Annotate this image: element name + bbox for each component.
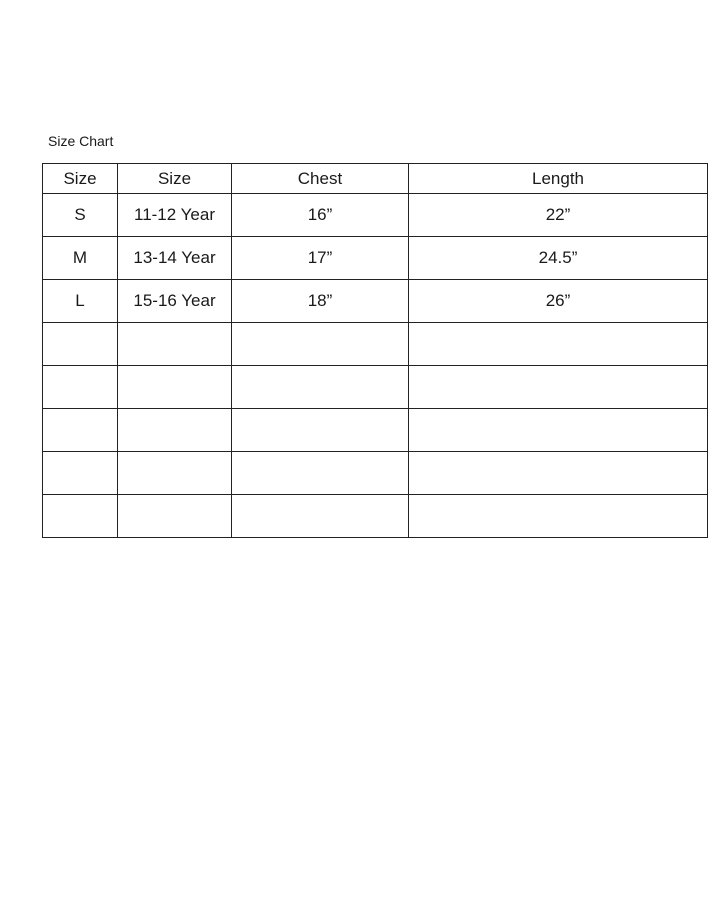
cell-size-letter <box>43 366 118 409</box>
table-row <box>43 194 708 237</box>
cell-length <box>409 495 708 538</box>
cell-size-age <box>118 366 232 409</box>
table-row <box>43 280 708 323</box>
table-row <box>43 409 708 452</box>
cell-chest <box>232 409 409 452</box>
cell-chest: 17” <box>232 237 409 280</box>
cell-size-letter: M <box>43 237 118 280</box>
cell-size-letter <box>43 323 118 366</box>
cell-length <box>409 366 708 409</box>
cell-chest: 18” <box>232 280 409 323</box>
cell-length: 24.5” <box>409 237 708 280</box>
cell-chest <box>232 323 409 366</box>
page-title: Size Chart <box>48 133 114 149</box>
cell-size-age <box>118 452 232 495</box>
cell-chest <box>232 366 409 409</box>
cell-size-letter: L <box>43 280 118 323</box>
cell-size-age <box>118 409 232 452</box>
table-row <box>43 323 708 366</box>
cell-length: 26” <box>409 280 708 323</box>
cell-size-letter <box>43 495 118 538</box>
cell-size-age: 11-12 Year <box>118 194 232 237</box>
table-row <box>43 366 708 409</box>
cell-size-age <box>118 495 232 538</box>
cell-length <box>409 452 708 495</box>
table-header-row <box>43 164 708 194</box>
header-length: Length <box>409 164 708 194</box>
size-chart-table <box>42 163 708 538</box>
cell-size-age: 15-16 Year <box>118 280 232 323</box>
table-row <box>43 452 708 495</box>
cell-length <box>409 323 708 366</box>
cell-chest <box>232 452 409 495</box>
table-row <box>43 237 708 280</box>
cell-length: 22” <box>409 194 708 237</box>
cell-size-age: 13-14 Year <box>118 237 232 280</box>
cell-size-letter <box>43 409 118 452</box>
cell-chest: 16” <box>232 194 409 237</box>
cell-size-letter: S <box>43 194 118 237</box>
cell-length <box>409 409 708 452</box>
table-row <box>43 495 708 538</box>
header-size-age: Size <box>118 164 232 194</box>
header-size-letter: Size <box>43 164 118 194</box>
header-chest: Chest <box>232 164 409 194</box>
cell-size-letter <box>43 452 118 495</box>
cell-size-age <box>118 323 232 366</box>
cell-chest <box>232 495 409 538</box>
